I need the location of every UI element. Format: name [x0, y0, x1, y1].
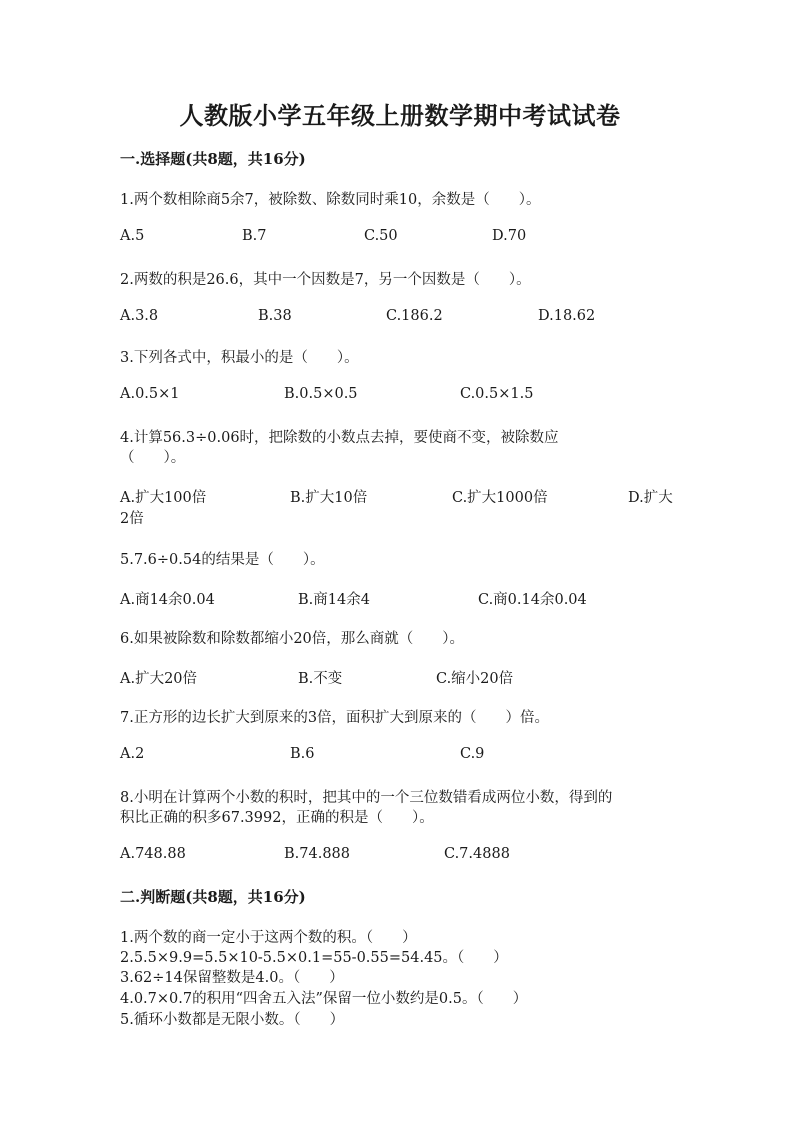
- q5-option-b: B.商14余4: [298, 592, 370, 608]
- q7-option-c: C.9: [460, 746, 485, 762]
- judgment-item-5: 5.循环小数都是无限小数。（ ）: [120, 1012, 345, 1028]
- q6-option-a: A.扩大20倍: [120, 671, 198, 687]
- q1-option-d: D.70: [492, 228, 527, 244]
- q1-option-c: C.50: [364, 228, 398, 244]
- q5-option-a: A.商14余0.04: [120, 592, 215, 608]
- question-5: 5.7.6÷0.54的结果是（ ）。: [120, 552, 325, 568]
- section-heading-choice: 一.选择题(共8题，共16分): [120, 150, 306, 168]
- judgment-item-3: 3.62÷14保留整数是4.0。（ ）: [120, 970, 344, 986]
- question-8-line-1: 8.小明在计算两个小数的积时，把其中的一个三位数错看成两位小数，得到的: [120, 790, 613, 806]
- q7-option-b: B.6: [290, 746, 315, 762]
- q2-option-d: D.18.62: [538, 308, 596, 324]
- q2-option-b: B.38: [258, 308, 292, 324]
- q8-option-a: A.748.88: [120, 846, 186, 862]
- q7-option-a: A.2: [120, 746, 145, 762]
- section-heading-judgment: 二.判断题(共8题，共16分): [120, 888, 306, 906]
- q2-option-a: A.3.8: [120, 308, 159, 324]
- q4-option-b: B.扩大10倍: [290, 490, 368, 506]
- question-3: 3.下列各式中，积最小的是（ ）。: [120, 350, 359, 366]
- q1-option-b: B.7: [242, 228, 267, 244]
- judgment-item-1: 1.两个数的商一定小于这两个数的积。（ ）: [120, 930, 417, 946]
- question-2: 2.两数的积是26.6，其中一个因数是7，另一个因数是（ ）。: [120, 272, 531, 288]
- q4-option-d: D.扩大: [628, 490, 673, 506]
- judgment-item-2: 2.5.5×9.9=5.5×10-5.5×0.1=55-0.55=54.45。（ ）: [120, 950, 508, 966]
- q1-option-a: A.5: [120, 228, 145, 244]
- question-4-line-2: （ ）。: [120, 450, 186, 466]
- q4-option-a: A.扩大100倍: [120, 490, 207, 506]
- page-title: 人教版小学五年级上册数学期中考试试卷: [179, 101, 621, 130]
- q2-option-c: C.186.2: [386, 308, 443, 324]
- q6-option-c: C.缩小20倍: [436, 671, 514, 687]
- q3-option-a: A.0.5×1: [120, 386, 180, 402]
- question-6: 6.如果被除数和除数都缩小20倍，那么商就（ ）。: [120, 631, 465, 647]
- question-7: 7.正方形的边长扩大到原来的3倍，面积扩大到原来的（ ）倍。: [120, 710, 550, 726]
- q5-option-c: C.商0.14余0.04: [478, 592, 587, 608]
- q8-option-c: C.7.4888: [444, 846, 510, 862]
- q6-option-b: B.不变: [298, 671, 343, 687]
- q3-option-b: B.0.5×0.5: [284, 386, 358, 402]
- question-8-line-2: 积比正确的积多67.3992，正确的积是（ ）。: [120, 810, 434, 826]
- q4-option-d-wrap: 2倍: [120, 511, 144, 527]
- q8-option-b: B.74.888: [284, 846, 351, 862]
- question-1: 1.两个数相除商5余7，被除数、除数同时乘10，余数是（ ）。: [120, 192, 541, 208]
- judgment-item-4: 4.0.7×0.7的积用“四舍五入法”保留一位小数约是0.5。（ ）: [120, 991, 528, 1007]
- q4-option-c: C.扩大1000倍: [452, 490, 548, 506]
- question-4-line-1: 4.计算56.3÷0.06时，把除数的小数点去掉，要使商不变，被除数应: [120, 430, 559, 446]
- q3-option-c: C.0.5×1.5: [460, 386, 534, 402]
